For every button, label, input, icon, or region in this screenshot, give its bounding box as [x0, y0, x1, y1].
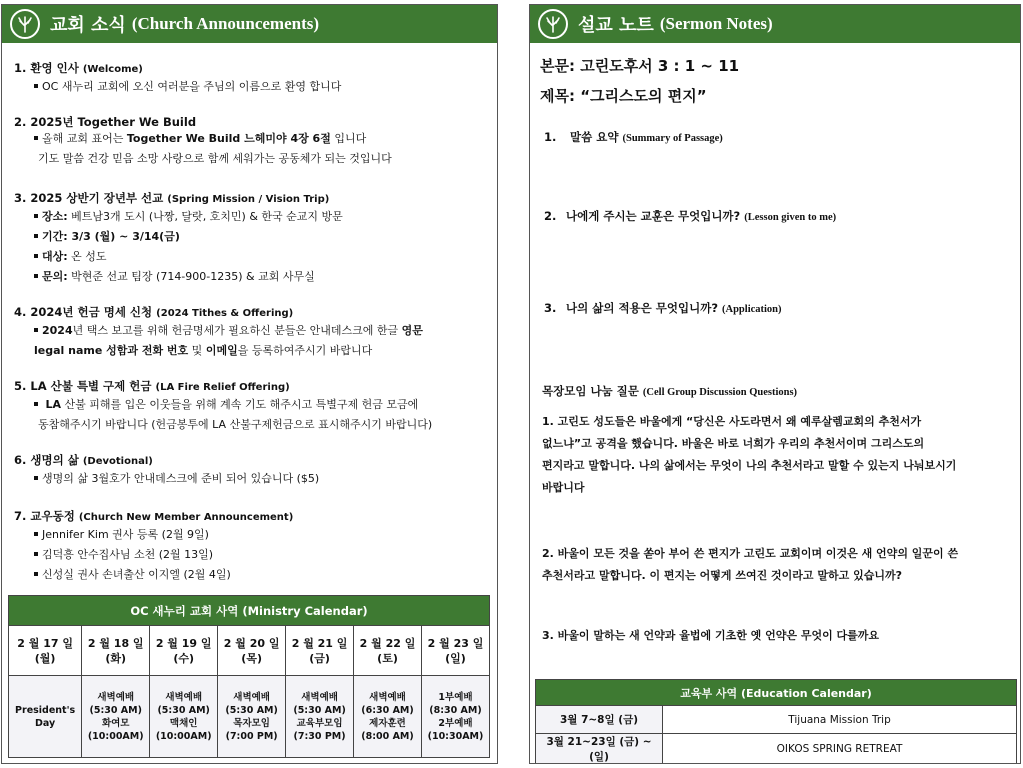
- calendar-date: 2 월 21 일: [291, 636, 348, 650]
- calendar-event: (7:30 PM): [293, 730, 346, 742]
- fire-relief-text: 산불 피해를 입은 이웃들을 위해 계속 기도 해주시고 특별구제 헌금 모금에: [61, 398, 419, 411]
- announcements-title-en: (Church Announcements): [131, 14, 320, 33]
- calendar-date: 2 월 17 일: [17, 636, 73, 650]
- table-row: [536, 706, 1017, 734]
- section-mission: 3. 2025 상반기 장년부 선교 (Spring Mission / Vision Trip) 장소: 베트남3개 도시 (나짱, 달랏, 호치민) & 한국 순교지 방문 기간: 3/3 (월) ~ 3/14(금) 대상: 온 성도 문의: 박현준 선교 팀장 (714-900-1235) & 교회 사무실: [14, 191, 343, 283]
- bullet-icon: [34, 532, 38, 536]
- list-item: 김덕흥 안수집사님 소천 (2월 13일): [14, 545, 489, 565]
- calendar-events-cell: [150, 676, 218, 758]
- announcements-title-ko: 교회 소식: [50, 15, 126, 36]
- cell-question-2: 2. 바울이 모든 것을 쏟아 부어 쓴 편지가 고린도 교회이며 이것은 새 언약의 일꾼이 쓴 추천서라고 말합니다. 이 편지는 어떻게 쓰여진 것이라고 말하고 있습니까?: [542, 547, 959, 582]
- bullet-icon: [34, 136, 38, 140]
- bullet-icon: [34, 214, 38, 218]
- mission-target: 온 성도: [67, 250, 107, 263]
- calendar-event: 새벽예배: [97, 691, 135, 703]
- calendar-weekday: (일): [445, 651, 466, 665]
- sermon-title: 제목: “그리스도의 편지”: [540, 87, 707, 105]
- cell-group-heading: 목장모임 나눔 질문 (Cell Group Discussion Questions): [542, 384, 798, 398]
- calendar-event: (10:00AM): [87, 730, 144, 742]
- calendar-event: 새벽예배: [369, 691, 406, 703]
- bullet-icon: [34, 328, 38, 332]
- section-title-en: (Church New Member Announcement): [78, 512, 294, 523]
- bullet-icon: [34, 476, 38, 480]
- sermon-title-ko: 설교 노트: [578, 15, 654, 36]
- bullet-icon: [34, 254, 38, 258]
- calendar-event: (10:00AM): [155, 730, 212, 742]
- welcome-text: OC 새누리 교회에 오신 여러분을 주님의 이름으로 환영 합니다: [42, 80, 342, 93]
- ministry-calendar-table: [8, 595, 490, 758]
- calendar-event: (5:30 AM): [157, 704, 210, 716]
- bullet-icon: [34, 402, 38, 406]
- mission-place: 베트남3개 도시 (나짱, 달랏, 호치민) & 한국 순교지 방문: [67, 210, 343, 223]
- sermon-passage: 본문: 고린도후서 3 : 1 ~ 11: [540, 57, 740, 75]
- sermon-title-en: (Sermon Notes): [659, 14, 773, 33]
- calendar-event: 새벽예배: [233, 691, 270, 703]
- edu-date: 3월 7~8일 (금): [536, 706, 663, 734]
- calendar-event: Day: [35, 717, 56, 729]
- calendar-event: (5:30 AM): [225, 704, 278, 716]
- calendar-weekday: (금): [309, 651, 330, 665]
- bullet-icon: [34, 84, 38, 88]
- devotional-text: 생명의 삶 3월호가 안내데스크에 준비 되어 있습니다 ($5): [42, 472, 320, 485]
- calendar-weekday: (수): [173, 651, 195, 665]
- section-title: 6. 생명의 삶: [14, 453, 79, 467]
- table-row: [536, 734, 1017, 765]
- calendar-event: 1부예배: [438, 691, 473, 703]
- church-tree-logo-icon: [10, 9, 40, 39]
- sermon-header: [530, 5, 1020, 43]
- section-title: 3. 2025 상반기 장년부 선교: [14, 191, 164, 205]
- calendar-event: 교육부모임: [296, 717, 343, 729]
- calendar-day-header: [218, 626, 286, 676]
- calendar-day-header: [82, 626, 150, 676]
- calendar-event: President's: [15, 704, 76, 716]
- section-fire-relief: 5. LA 산불 특별 구제 헌금 (LA Fire Relief Offering) LA 산불 피해를 입은 이웃들을 위해 계속 기도 해주시고 특별구제 헌금 모금에 동참해주시기 바랍니다 (헌금봉투에 LA 산불구제헌금으로 표시해주시기 바랍니다): [14, 379, 489, 435]
- calendar-events-cell: [9, 676, 82, 758]
- calendar-event: (7:00 PM): [225, 730, 278, 742]
- section-members: [14, 509, 489, 585]
- cell-question-3: 3. 바울이 말하는 새 언약과 율법에 기초한 옛 언약은 무엇이 다를까요: [542, 629, 880, 642]
- question-application: 3. 나의 삶의 적용은 무엇입니까? (Application): [544, 301, 782, 315]
- calendar-weekday: (화): [105, 651, 127, 665]
- section-title-en: (Devotional): [82, 456, 153, 467]
- calendar-event: (8:00 AM): [361, 730, 414, 742]
- calendar-events-cell: [218, 676, 286, 758]
- calendar-event: 화여모: [101, 717, 130, 729]
- section-title-en: (Welcome): [82, 64, 143, 75]
- question-lesson: 2. 나에게 주시는 교훈은 무엇입니까? (Lesson given to me): [544, 209, 837, 223]
- mission-contact: 박현준 선교 팀장 (714-900-1235) & 교회 사무실: [67, 270, 315, 283]
- calendar-title: OC 새누리 교회 사역 (Ministry Calendar): [9, 596, 490, 626]
- edu-event: Tijuana Mission Trip: [663, 706, 1017, 734]
- motto-description: 기도 말씀 건강 믿음 소망 사랑으로 함께 세워가는 공동체가 되는 것입니다: [38, 152, 392, 165]
- calendar-event: 맥채인: [169, 717, 198, 729]
- list-item: Jennifer Kim 권사 등록 (2월 9일): [14, 525, 489, 545]
- calendar-day-header: [150, 626, 218, 676]
- cell-question-1: 1. 고린도 성도들은 바울에게 “당신은 사도라면서 왜 예루살렘교회의 추천서가 없느냐”고 공격을 했습니다. 바울은 바로 너희가 우리의 추천서이며 그리스도의 편지라고 말합니다. 나의 삶에서는 무엇이 나의 추천서라고 말할 수 있는지 나눠보시기 바랍니다: [542, 415, 957, 494]
- calendar-event: (5:30 AM): [89, 704, 142, 716]
- calendar-date: 2 월 19 일: [155, 636, 212, 650]
- bullet-icon: [34, 234, 38, 238]
- bullet-icon: [34, 552, 38, 556]
- tithes-instruction: legal name 성함과 전화 번호 및 이메일을 등록하여주시기 바랍니다: [34, 344, 373, 357]
- calendar-day-header: [9, 626, 82, 676]
- calendar-day-header: [286, 626, 354, 676]
- education-calendar-table: [535, 679, 1017, 764]
- calendar-day-header: [421, 626, 489, 676]
- calendar-event: 2부예배: [438, 717, 473, 729]
- announcements-header: [2, 5, 497, 43]
- edu-event: OIKOS SPRING RETREAT: [663, 734, 1017, 765]
- question-summary: 1. 말씀 요약 (Summary of Passage): [544, 130, 723, 144]
- calendar-events-cell: [286, 676, 354, 758]
- section-title: 1. 환영 인사: [14, 61, 79, 75]
- edu-date: 3월 21~23일 (금) ~ (일): [536, 734, 663, 765]
- church-tree-logo-icon: [538, 9, 568, 39]
- church-announcements-panel: [1, 4, 498, 764]
- section-title: 4. 2024년 헌금 명세 신청: [14, 305, 153, 319]
- calendar-date: 2 월 18 일: [87, 636, 144, 650]
- calendar-weekday: (토): [377, 651, 398, 665]
- calendar-event: 제자훈련: [369, 717, 406, 729]
- section-title-en: (LA Fire Relief Offering): [155, 382, 290, 393]
- section-title-en: (2024 Tithes & Offering): [156, 308, 294, 319]
- calendar-date: 2 월 22 일: [359, 636, 416, 650]
- section-title: 5. LA 산불 특별 구제 헌금: [14, 379, 152, 393]
- calendar-event: 목자모임: [233, 717, 270, 729]
- calendar-events-cell: [354, 676, 422, 758]
- bullet-icon: [34, 274, 38, 278]
- sermon-notes-panel: [529, 4, 1021, 764]
- calendar-events-cell: [421, 676, 489, 758]
- motto-text: Together We Build 느헤미야 4장 6절: [126, 132, 331, 145]
- calendar-event: (5:30 AM): [293, 704, 346, 716]
- education-calendar-title: 교육부 사역 (Education Calendar): [536, 680, 1017, 706]
- mission-period: 기간: 3/3 (월) ~ 3/14(금): [42, 230, 180, 243]
- list-item: 신성실 권사 손녀출산 이지엘 (2월 4일): [14, 565, 489, 585]
- calendar-events-cell: [82, 676, 150, 758]
- section-motto: 2. 2025년 Together We Build 올해 교회 표어는 Together We Build 느헤미야 4장 6절 입니다 기도 말씀 건강 믿음 소망 사랑으로 함께 세워가는 공동체가 되는 것입니다: [14, 115, 489, 169]
- calendar-event: 새벽예배: [301, 691, 338, 703]
- fire-relief-text-2: 동참해주시기 바랍니다 (헌금봉투에 LA 산불구제헌금으로 표시해주시기 바랍니다): [38, 418, 433, 431]
- section-devotional: [14, 453, 489, 489]
- calendar-date: 2 월 23 일: [427, 636, 484, 650]
- calendar-weekday: (월): [34, 651, 56, 665]
- section-tithes: 4. 2024년 헌금 명세 신청 (2024 Tithes & Offering) 2024년 택스 보고를 위해 헌금명세가 필요하신 분들은 안내데스크에 한글 영문 legal name 성함과 전화 번호 및 이메일을 등록하여주시기 바랍니다: [14, 305, 489, 361]
- bullet-icon: [34, 572, 38, 576]
- calendar-date: 2 월 20 일: [223, 636, 280, 650]
- calendar-day-header: [354, 626, 422, 676]
- calendar-event: (6:30 AM): [361, 704, 414, 716]
- calendar-weekday: (목): [241, 651, 262, 665]
- section-title: 2. 2025년 Together We Build: [14, 115, 197, 129]
- section-title: 7. 교우동정: [14, 509, 75, 523]
- calendar-event: 새벽예배: [165, 691, 203, 703]
- section-title-en: (Spring Mission / Vision Trip): [167, 194, 330, 205]
- section-welcome: [14, 61, 489, 97]
- calendar-event: (8:30 AM): [429, 704, 482, 716]
- calendar-event: (10:30AM): [427, 730, 484, 742]
